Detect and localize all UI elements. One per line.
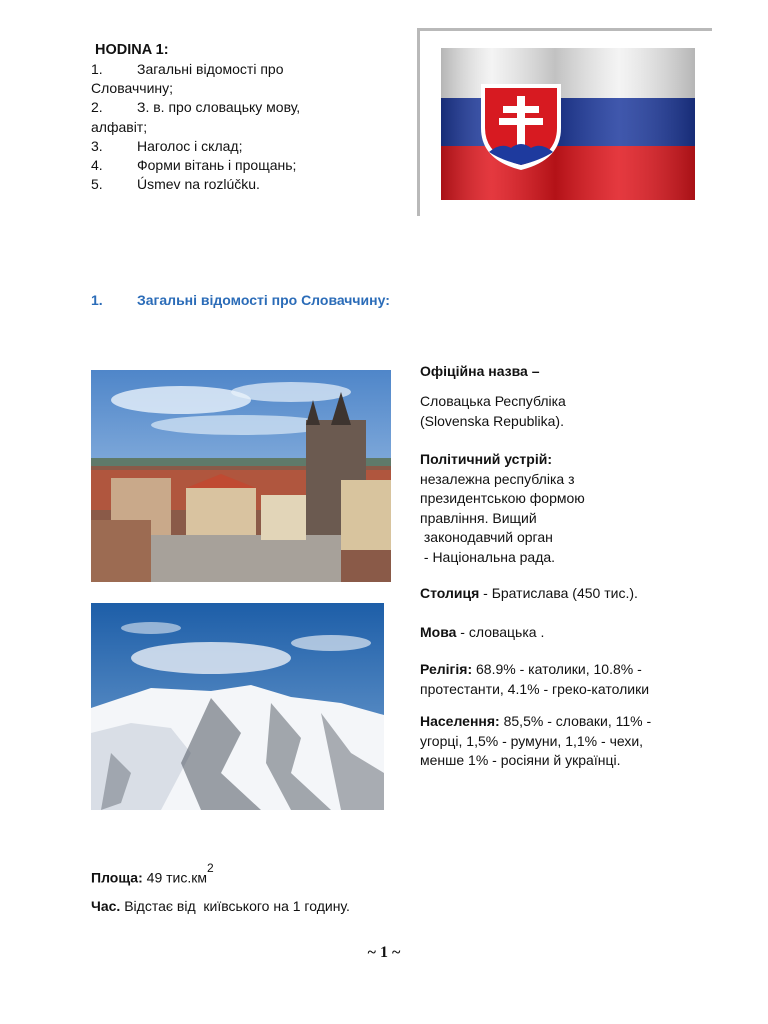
area-line [91,861,214,886]
area-superscript: 2 [207,861,214,875]
section-title: Загальні відомості про Словаччину: [137,292,390,308]
list-item-text: Форми вітань і прощань; [137,157,297,174]
list-item-number: 1. [91,61,103,77]
population-block [420,712,720,771]
list-item-continuation: Словаччину; [91,80,174,97]
slovak-flag-image [441,48,695,200]
list-item [91,60,411,79]
official-name-label: Офіційна назва – [420,363,540,379]
political-system-line: законодавчий орган [420,529,553,545]
section-heading [91,292,390,308]
population-label: Населення: [420,713,500,729]
list-item-continuation: алфавіт; [91,118,148,135]
list-item-number: 5. [91,176,103,193]
page-number: ~ 1 ~ [367,944,401,961]
religion-block [420,660,720,699]
political-system-label: Політичний устрій: [420,451,552,467]
list-item [91,98,411,117]
language-value: - словацька . [456,624,545,640]
political-system-block [420,450,720,567]
population-line: угорці, 1,5% - румуни, 1,1% - чехи, [420,732,644,749]
political-system-line: незалежна республіка з [420,470,575,487]
area-value: 49 тис.км [142,869,207,886]
time-label: Час. [91,898,121,914]
lesson-heading: HODINA 1: [95,42,169,58]
official-name-line: Словацька Республіка [420,393,566,409]
section-number: 1. [91,292,103,308]
official-name-line: (Slovenska Republika). [420,412,564,429]
capital-block [420,584,720,604]
list-item [91,137,411,156]
language-block [420,623,720,643]
list-item-number: 3. [91,137,103,154]
time-value: Відстає від київського на 1 годину. [120,898,350,914]
list-item-number: 2. [91,99,103,116]
religion-label: Релігія: [420,661,473,677]
capital-value: - Братислава (450 тис.). [479,585,638,601]
political-system-line: правління. Вищий [420,509,537,526]
lesson-outline-list [91,60,411,194]
list-item-text: Загальні відомості про [137,61,284,77]
mountains-photo [91,603,384,810]
list-item-text: З. в. про словацьку мову, [137,99,301,116]
city-square-photo [91,370,391,582]
list-item [91,175,411,194]
capital-label: Столиця [420,585,480,601]
time-line [91,898,350,914]
language-label: Мова [420,624,457,640]
list-item [91,156,411,175]
population-line: менше 1% - росіяни й українці. [420,752,621,768]
religion-line: протестанти, 4.1% - греко-католики [420,680,650,697]
religion-line: 68.9% - католики, 10.8% - [472,661,642,677]
area-label: Площа: [91,869,143,886]
official-name-block [420,362,720,382]
official-name-value [420,392,720,431]
political-system-line: президентською формою [420,490,585,506]
population-line: 85,5% - словаки, 11% - [499,713,652,729]
list-item-text: Наголос і склад; [137,137,243,154]
political-system-line: - Національна рада. [420,548,556,565]
list-item-number: 4. [91,157,103,174]
list-item-text: Úsmev na rozlúčku. [137,176,260,193]
